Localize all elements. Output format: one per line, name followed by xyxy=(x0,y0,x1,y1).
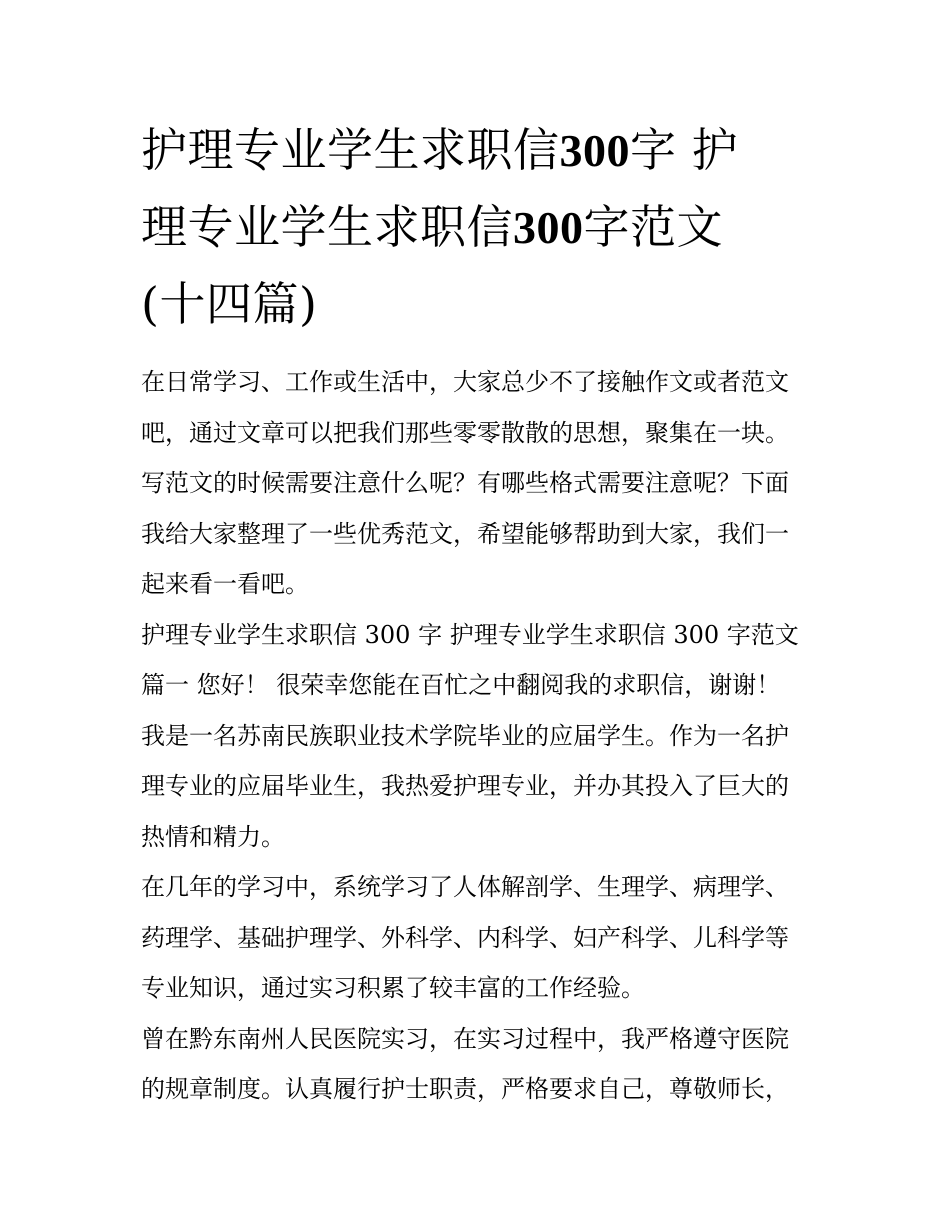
document-page xyxy=(141,112,813,1115)
title-line: 护理专业学生求职信300字 护 xyxy=(141,123,739,177)
paragraph-studies: 在几年的学习中，系统学习了人体解剖学、生理学、病理学、 药理学、基础护理学、外科学、内科学、妇产科学、儿科学等 专业知识，通过实习积累了较丰富的工作经验。 xyxy=(141,873,789,1002)
document-body xyxy=(141,357,813,1115)
title-line: 理专业学生求职信300字范文 xyxy=(141,200,723,254)
paragraph-intro: 在日常学习、工作或生活中，大家总少不了接触作文或者范文 吧，通过文章可以把我们那些零零散散的思想，聚集在一块。 写范文的时候需要注意什么呢？有哪些格式需要注意呢？下面 我给大家整理了一些优秀范文，希望能够帮助到大家，我们一 起来看一看吧。 xyxy=(141,368,789,598)
paragraph-letter-opening: 护理专业学生求职信 300 字 护理专业学生求职信 300 字范文 篇一 您好！ 很荣幸您能在百忙之中翻阅我的求职信，谢谢！ 我是一名苏南民族职业技术学院毕业的应届学生。作为一名护 理专业的应届毕业生，我热爱护理专业，并办其投入了巨大的 热情和精力。 xyxy=(141,620,799,851)
paragraph-internship: 曾在黔东南州人民医院实习，在实习过程中，我严格遵守医院 的规章制度。认真履行护士职责，严格要求自己，尊敬师长， xyxy=(141,1024,789,1103)
title-line: (十四篇) xyxy=(141,277,318,331)
document-title xyxy=(141,112,813,343)
